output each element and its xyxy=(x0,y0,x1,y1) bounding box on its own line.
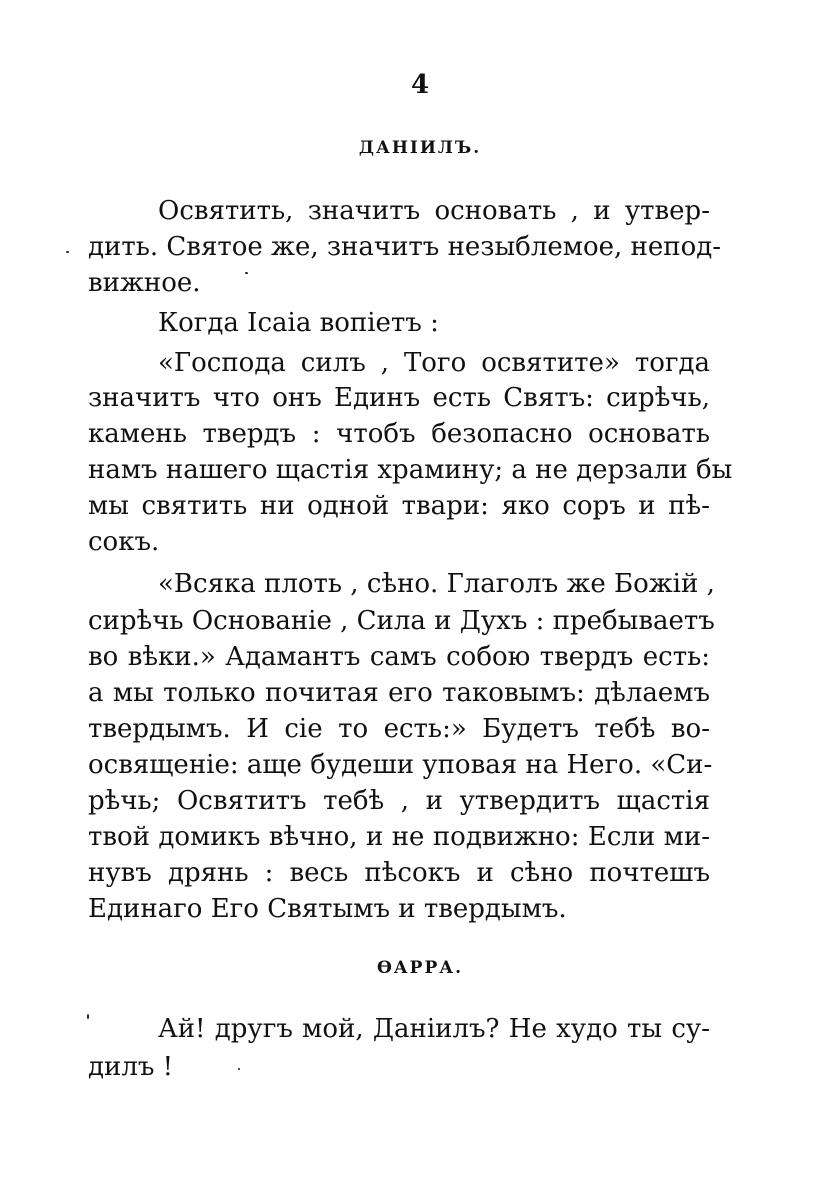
text-line: камень твердъ : чтобъ безопасно основать xyxy=(88,419,710,449)
text-line: Единаго Его Святымъ и твердымъ. xyxy=(88,894,567,924)
text-line: Ай! другъ мой, Даніилъ? Не худо ты су- xyxy=(158,1014,710,1044)
text-line: «Всяка плоть , сѣно. Глаголъ же Божій , xyxy=(158,569,715,599)
ink-speck xyxy=(66,251,69,253)
text-line: нувъ дрянь : весь пѣсокъ и сѣно почтешъ xyxy=(88,858,710,888)
text-line: дилъ ! xyxy=(88,1052,174,1082)
text-line: освященіе: аще будеши уповая на Него. «Си- xyxy=(88,750,713,780)
text-line: значитъ что онъ Единъ есть Святъ: сирѣчь, xyxy=(88,383,710,413)
text-line: твердымъ. И сіе то есть:» Будетъ тебѣ во- xyxy=(88,714,710,744)
text-line: намъ нашего щастія храмину; а не дерзали бы xyxy=(88,455,733,485)
page-number: 4 xyxy=(410,70,430,100)
speaker-heading-daniil: ДАНІИЛЪ. xyxy=(358,138,482,158)
text-line: сокъ. xyxy=(88,527,160,557)
text-line: дить. Святое же, значитъ незыблемое, непод- xyxy=(88,232,722,262)
ink-speck xyxy=(87,1014,89,1019)
text-line: во вѣки.» Адамантъ самъ собою твердъ есть: xyxy=(88,642,710,672)
speaker-heading-farra: ѲАРРА. xyxy=(377,958,463,978)
ink-speck xyxy=(245,272,248,274)
text-line: твой домикъ вѣчно, и не подвижно: Если ми- xyxy=(88,822,710,852)
ink-speck xyxy=(238,1068,240,1070)
text-line: сирѣчь Основаніе , Сила и Духъ : пребываетъ xyxy=(88,606,715,636)
text-line: вижное. xyxy=(88,268,201,298)
text-line: «Господа силъ , Того освятите» тогда xyxy=(158,348,710,378)
text-line: Когда Ісаіа вопіетъ : xyxy=(158,308,439,338)
text-line: Освятить, значитъ основать , и утвер- xyxy=(158,196,710,226)
text-line: мы святить ни одной твари: яко соръ и пѣ- xyxy=(88,491,710,521)
text-line: рѣчь; Освятитъ тебѣ , и утвердитъ щастія xyxy=(88,786,710,816)
text-line: а мы только почитая его таковымъ: дѣлаемъ xyxy=(88,678,710,708)
